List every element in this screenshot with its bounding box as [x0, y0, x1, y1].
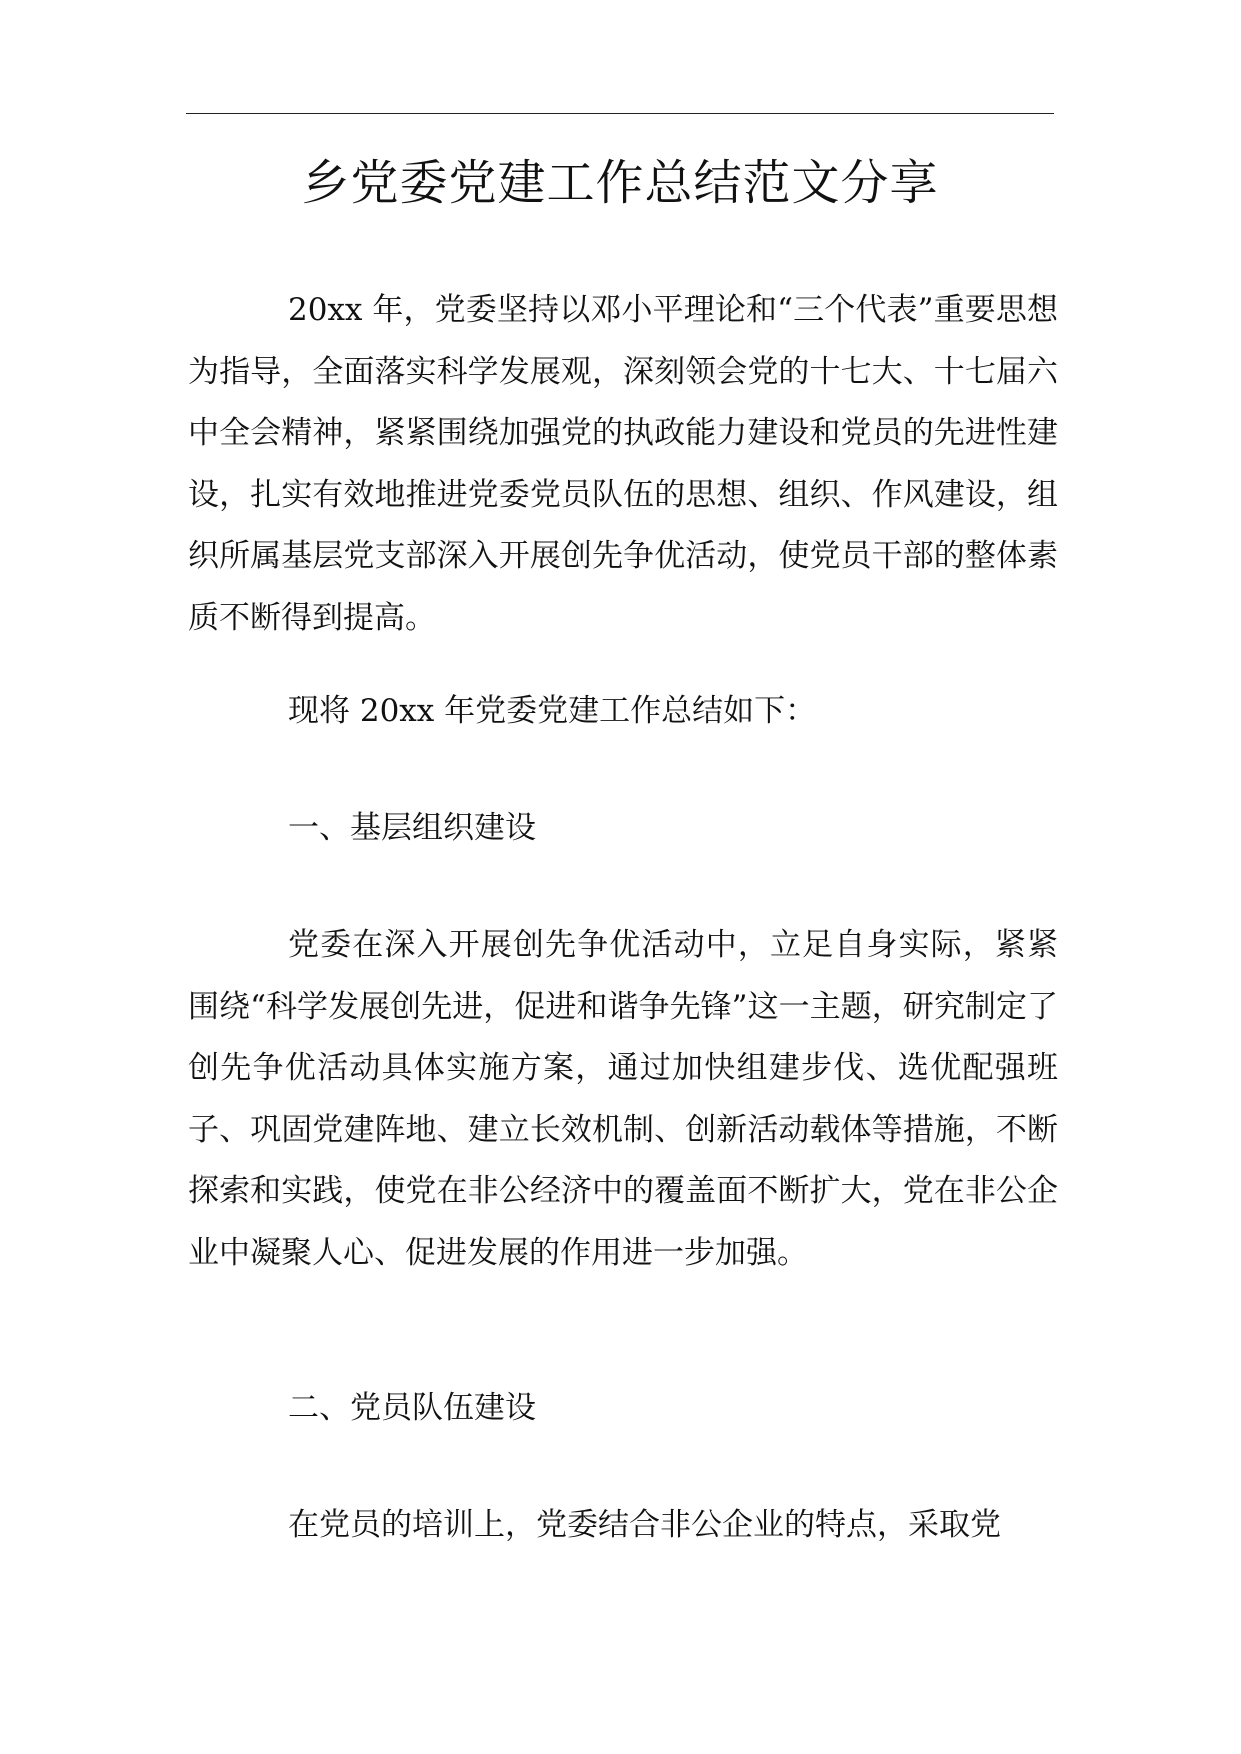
section-1-heading: 一、基层组织建设 [288, 810, 536, 846]
document-title: 乡党委党建工作总结范文分享 [301, 155, 939, 211]
section-1-body: 党委在深入开展创先争优活动中，立足自身实际，紧紧围绕“科学发展创先进，促进和谐争先锋”这一主题，研究制定了创先争优活动具体实施方案，通过加快组建步伐、选优配强班子、巩固党建阵地、建立长效机制、创新活动载体等措施，不断探索和实践，使党在非公经济中的覆盖面不断扩大，党在非公企业中凝聚人心、促进发展的作用进一步加强。 [188, 927, 1058, 1271]
section-2-heading: 二、党员队伍建设 [288, 1390, 536, 1426]
summary-lead-paragraph: 现将 20xx 年党委党建工作总结如下： [288, 693, 817, 729]
section-2-body: 在党员的培训上，党委结合非公企业的特点，采取党 [288, 1507, 1001, 1543]
header-rule [186, 113, 1054, 114]
intro-paragraph: 20xx 年，党委坚持以邓小平理论和“三个代表”重要思想为指导，全面落实科学发展观，深刻领会党的十七大、十七届六中全会精神，紧紧围绕加强党的执政能力建设和党员的先进性建设，扎实有效地推进党委党员队伍的思想、组织、作风建设，组织所属基层党支部深入开展创先争优活动，使党员干部的整体素质不断得到提高。 [188, 292, 1058, 636]
